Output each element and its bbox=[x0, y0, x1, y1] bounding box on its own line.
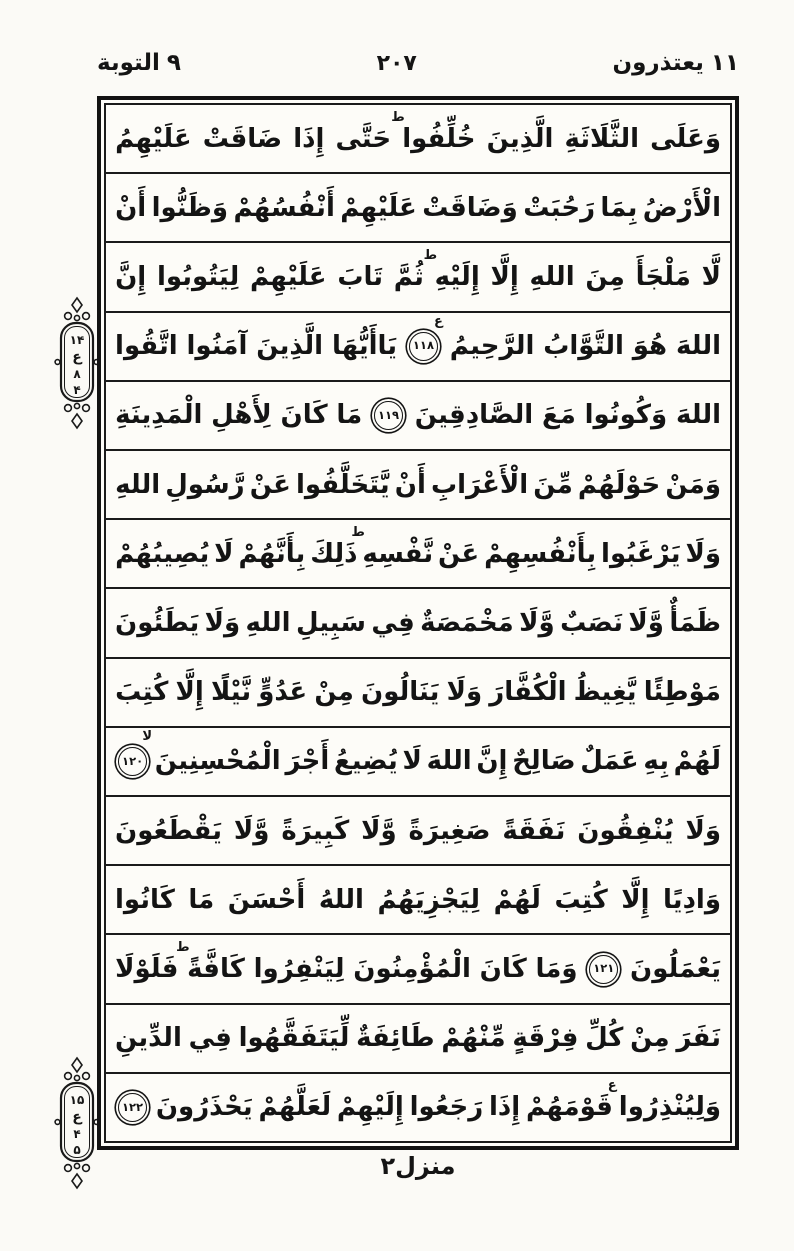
quran-word: وَّلَا bbox=[628, 608, 664, 639]
quran-word: كُلِّ bbox=[585, 1023, 624, 1054]
quran-word: إِذَا bbox=[293, 123, 325, 154]
quran-word: عَنْ bbox=[438, 538, 480, 569]
text-line bbox=[106, 589, 730, 658]
quran-word: اللهِ bbox=[115, 469, 161, 500]
quran-word: لِيَنْفِرُوا bbox=[253, 954, 345, 985]
quran-word: لِيَتُوبُوا bbox=[156, 262, 240, 292]
quran-word: عَلَيْهِمْ bbox=[340, 192, 417, 223]
text-line bbox=[106, 1005, 730, 1074]
quran-word: إِلَيْهِ ط bbox=[423, 248, 480, 292]
quran-word: نَفَقَةً bbox=[502, 815, 566, 846]
quran-word: وَعَلَى bbox=[650, 123, 721, 154]
quran-word: إِنَّ bbox=[476, 746, 508, 777]
quran-lines bbox=[104, 103, 732, 1143]
quran-word: رَجَعُوا bbox=[409, 1092, 484, 1123]
surah-name: التوبة bbox=[97, 50, 160, 76]
quran-word: يَطَئُونَ bbox=[115, 608, 200, 639]
quran-word: يَّتَخَلَّفُوا bbox=[296, 469, 390, 500]
quran-word: خُلِّفُوا ط bbox=[391, 109, 476, 154]
quran-word: اتَّقُوا bbox=[115, 331, 178, 362]
quran-word: لِأَهْلِ bbox=[211, 400, 272, 431]
quran-word: قَوْمَهُمْ bbox=[525, 1092, 613, 1123]
quran-word: حَوْلَهُمْ bbox=[577, 469, 661, 500]
quran-word: وَظَنُّوا bbox=[151, 192, 229, 223]
quran-word: الثَّلَاثَةِ bbox=[564, 123, 640, 154]
quran-word: وَّلَا bbox=[361, 815, 397, 846]
text-line bbox=[106, 659, 730, 728]
quran-word: اللهِ bbox=[529, 262, 575, 292]
quran-word: وَمَا bbox=[535, 954, 578, 985]
quran-word: ظَمَأٌ bbox=[669, 608, 721, 639]
text-line bbox=[106, 935, 730, 1004]
waqf-sign: ط bbox=[351, 524, 365, 540]
quran-word: مَوْطِئًا bbox=[643, 677, 721, 708]
quran-word: لِّيَتَفَقَّهُوا bbox=[238, 1023, 350, 1054]
quran-word: اللهَ bbox=[675, 331, 721, 362]
quran-word: صَالِحٌ bbox=[512, 746, 576, 777]
text-line bbox=[106, 243, 730, 312]
waqf-sign: ط bbox=[423, 248, 438, 263]
quran-word: الَّذِينَ bbox=[486, 123, 554, 154]
ruku-ayah-count: ۴ bbox=[73, 1127, 81, 1141]
quran-word: إِلَيْهِمْ bbox=[336, 1092, 404, 1123]
quran-word: أَنْفُسُهُمْ bbox=[233, 192, 335, 223]
quran-word: عَلَيْهِمْ bbox=[250, 262, 327, 292]
quran-word: لَا bbox=[214, 538, 234, 569]
quran-word: لَهُمْ bbox=[673, 746, 721, 777]
quran-word: يَقْطَعُونَ bbox=[115, 815, 222, 846]
quran-word: فَلَوْلَا bbox=[115, 954, 179, 985]
ayah-number: ۱۲۰ bbox=[122, 753, 144, 768]
quran-word: بِأَنَّهُمْ bbox=[238, 538, 306, 569]
quran-word: كَافَّةً ط bbox=[176, 940, 245, 985]
quran-word: يُضِيعُ bbox=[334, 746, 398, 777]
quran-word: مِنْ bbox=[630, 1023, 670, 1054]
quran-word: يُصِيبُهُمْ bbox=[115, 538, 210, 569]
quran-word: فِي bbox=[188, 1023, 232, 1054]
quran-word: وَلَا bbox=[446, 677, 483, 708]
quran-word: عَلَيْهِمُ bbox=[115, 123, 192, 154]
quran-word: الرَّحِيمُ bbox=[449, 331, 535, 362]
quran-word: اللهَ bbox=[426, 746, 472, 777]
footer-manzil: منزل۲ bbox=[380, 1152, 456, 1180]
text-line bbox=[106, 797, 730, 866]
quran-word: الْأَعْرَابِ bbox=[430, 469, 529, 500]
quran-word: اللهِ bbox=[245, 608, 291, 639]
ruku-number-surah: ۱۵ bbox=[69, 1093, 85, 1107]
quran-word: وَادِيًا bbox=[663, 884, 721, 915]
quran-word: الْكُفَّارَ bbox=[489, 677, 567, 708]
quran-word: آمَنُوا bbox=[186, 331, 248, 362]
quran-word: مِنْ bbox=[314, 677, 354, 708]
text-line bbox=[106, 1074, 730, 1141]
quran-word: أَحْسَنَ bbox=[227, 884, 306, 915]
surah-number: ۹ bbox=[166, 50, 181, 76]
ruku-number-para: ۵ bbox=[73, 1143, 81, 1157]
quran-word: مَا bbox=[188, 884, 215, 915]
quran-word: نَفَرَ bbox=[676, 1023, 721, 1054]
quran-word: يَحْذَرُونَ bbox=[155, 1092, 253, 1123]
quran-word: وَلَا bbox=[685, 815, 721, 846]
quran-word: إِلَّا bbox=[621, 884, 650, 915]
quran-word: ذَلِكَ bbox=[310, 538, 358, 569]
ayah-end-marker bbox=[118, 728, 153, 776]
text-line bbox=[106, 520, 730, 589]
quran-word: الْمُؤْمِنُونَ bbox=[353, 954, 471, 985]
quran-word: وَّلَا bbox=[519, 608, 555, 639]
quran-word: وَكُونُوا bbox=[584, 400, 668, 431]
quran-word: وَضَاقَتْ bbox=[422, 192, 518, 223]
quran-word: ثُمَّ bbox=[393, 262, 424, 292]
ruku-medallion-bottom bbox=[53, 1056, 101, 1190]
quran-word: مِّنَ bbox=[533, 469, 573, 500]
quran-word: لَّا bbox=[701, 262, 721, 292]
quran-word: لَهُمْ bbox=[493, 884, 541, 915]
juz-name: يعتذرون bbox=[612, 50, 704, 76]
quran-word: أَجْرَ bbox=[285, 746, 330, 777]
quran-word: مَخْمَصَةٌ bbox=[420, 608, 514, 639]
quran-word: إِلَّا bbox=[490, 262, 519, 292]
quran-word: التَّوَّابُ bbox=[543, 331, 624, 362]
text-line bbox=[106, 382, 730, 451]
quran-word: وَلَا bbox=[204, 608, 241, 639]
quran-word: يَاأَيُّهَا bbox=[331, 331, 398, 362]
quran-word: صَغِيرَةً bbox=[408, 815, 491, 846]
quran-word: كُتِبَ bbox=[554, 884, 608, 915]
quran-word: الدِّينِ bbox=[115, 1023, 182, 1054]
quran-word: بِأَنْفُسِهِمْ bbox=[484, 538, 597, 569]
quran-word: أَنْ bbox=[115, 192, 147, 223]
quran-word: كَانَ bbox=[479, 954, 527, 985]
quran-word: إِنَّ bbox=[115, 262, 147, 292]
text-line bbox=[106, 313, 730, 382]
quran-word: كَانَ bbox=[280, 400, 328, 431]
quran-word: كَبِيرَةً bbox=[281, 815, 350, 846]
ayah-number: ۱۲۱ bbox=[593, 961, 615, 976]
quran-word: وَلِيُنْذِرُوا ع bbox=[607, 1078, 721, 1123]
quran-word: لَعَلَّهُمْ bbox=[258, 1092, 332, 1123]
juz-title bbox=[612, 50, 739, 76]
ayah-number: ۱۲۲ bbox=[122, 1099, 144, 1114]
waqf-sign: ط bbox=[391, 109, 405, 125]
ayah-end-marker bbox=[589, 955, 618, 984]
quran-word: الْمَدِينَةِ bbox=[115, 400, 203, 431]
text-line bbox=[106, 451, 730, 520]
quran-word: يَرْغَبُوا bbox=[601, 538, 681, 569]
quran-word: عَدُوٍّ bbox=[258, 677, 308, 708]
juz-number: ۱۱ bbox=[710, 50, 739, 76]
quran-word: إِلَّا bbox=[175, 677, 204, 708]
quran-word: إِذَا bbox=[489, 1092, 521, 1123]
quran-word: وَّلَا bbox=[233, 815, 270, 846]
quran-word: نَّفْسِهِ ط bbox=[351, 524, 434, 569]
quran-word: الصَّادِقِينَ bbox=[414, 400, 534, 431]
quran-word: مَلْجَأَ bbox=[635, 262, 691, 292]
quran-word: يُنْفِقُونَ bbox=[577, 815, 674, 846]
quran-word: لَا bbox=[402, 746, 422, 777]
quran-word: تَابَ bbox=[337, 262, 383, 292]
quran-word: رَّسُولِ bbox=[165, 469, 245, 500]
quran-word: عَنْ bbox=[249, 469, 291, 500]
quran-word: الَّذِينَ bbox=[256, 331, 324, 362]
quran-word: يَنَالُونَ bbox=[361, 677, 440, 708]
quran-word: مِنَ bbox=[585, 262, 625, 292]
quran-word: مَا bbox=[336, 400, 363, 431]
text-line bbox=[106, 105, 730, 174]
waqf-sign: ع bbox=[434, 313, 443, 329]
quran-word: كَانُوا bbox=[115, 884, 175, 915]
quran-word: مَعَ bbox=[541, 400, 576, 431]
quran-word: الْأَرْضُ bbox=[642, 192, 721, 223]
quran-word: وَلَا bbox=[685, 538, 721, 569]
ruku-medallion-top bbox=[53, 296, 101, 430]
quran-word: مِّنْهُمْ bbox=[441, 1023, 506, 1054]
quran-word: رَحُبَتْ bbox=[523, 192, 596, 223]
waqf-sign: ع bbox=[607, 1078, 617, 1094]
quran-word: يَعْمَلُونَ bbox=[630, 954, 721, 985]
quran-word: لِيَجْزِيَهُمُ bbox=[377, 884, 481, 915]
waqf-sign: لا bbox=[142, 728, 153, 744]
quran-word: فِي bbox=[371, 608, 415, 639]
quran-word: نَصَبٌ bbox=[560, 608, 623, 639]
ayah-end-marker bbox=[409, 313, 443, 361]
waqf-sign: ط bbox=[176, 940, 190, 956]
quran-word: بِمَا bbox=[600, 192, 638, 223]
quran-word: نَّيْلًا bbox=[210, 677, 252, 708]
quran-word: كُتِبَ bbox=[115, 677, 169, 708]
ayah-number: ۱۱۹ bbox=[377, 407, 400, 422]
ruku-ain-symbol: ع bbox=[72, 349, 82, 365]
quran-word: اللهُ bbox=[318, 884, 364, 915]
quran-word: ضَاقَتْ bbox=[202, 123, 283, 154]
quran-word: سَبِيلِ bbox=[295, 608, 366, 639]
quran-word: أَنْ bbox=[394, 469, 426, 500]
page-header bbox=[97, 50, 739, 76]
quran-word: وَمَنْ bbox=[665, 469, 721, 500]
text-line bbox=[106, 728, 730, 797]
ruku-number-para: ۴ bbox=[73, 383, 81, 397]
ayah-number: ۱۱۸ bbox=[412, 338, 434, 353]
quran-word: فِرْقَةٍ bbox=[512, 1023, 579, 1054]
quran-word: يَّغِيظُ bbox=[573, 677, 637, 708]
ayah-end-marker bbox=[118, 1093, 147, 1122]
quran-frame bbox=[97, 96, 739, 1150]
text-line bbox=[106, 174, 730, 243]
quran-word: عَمَلٌ bbox=[580, 746, 639, 777]
surah-title bbox=[97, 50, 181, 76]
quran-word: هُوَ bbox=[632, 331, 668, 362]
page-number: ۲۰۷ bbox=[376, 51, 417, 76]
ruku-ain-symbol: ع bbox=[72, 1109, 82, 1125]
quran-word: حَتَّى bbox=[335, 123, 392, 154]
ruku-ayah-count: ۸ bbox=[73, 367, 81, 381]
quran-word: بِهِ bbox=[643, 746, 669, 777]
ayah-end-marker bbox=[374, 401, 403, 430]
text-line bbox=[106, 866, 730, 935]
quran-word: الْمُحْسِنِينَ bbox=[154, 746, 281, 777]
quran-word: طَائِفَةٌ bbox=[356, 1023, 435, 1054]
ruku-number-surah: ۱۴ bbox=[69, 333, 85, 347]
quran-word: اللهَ bbox=[675, 400, 721, 431]
